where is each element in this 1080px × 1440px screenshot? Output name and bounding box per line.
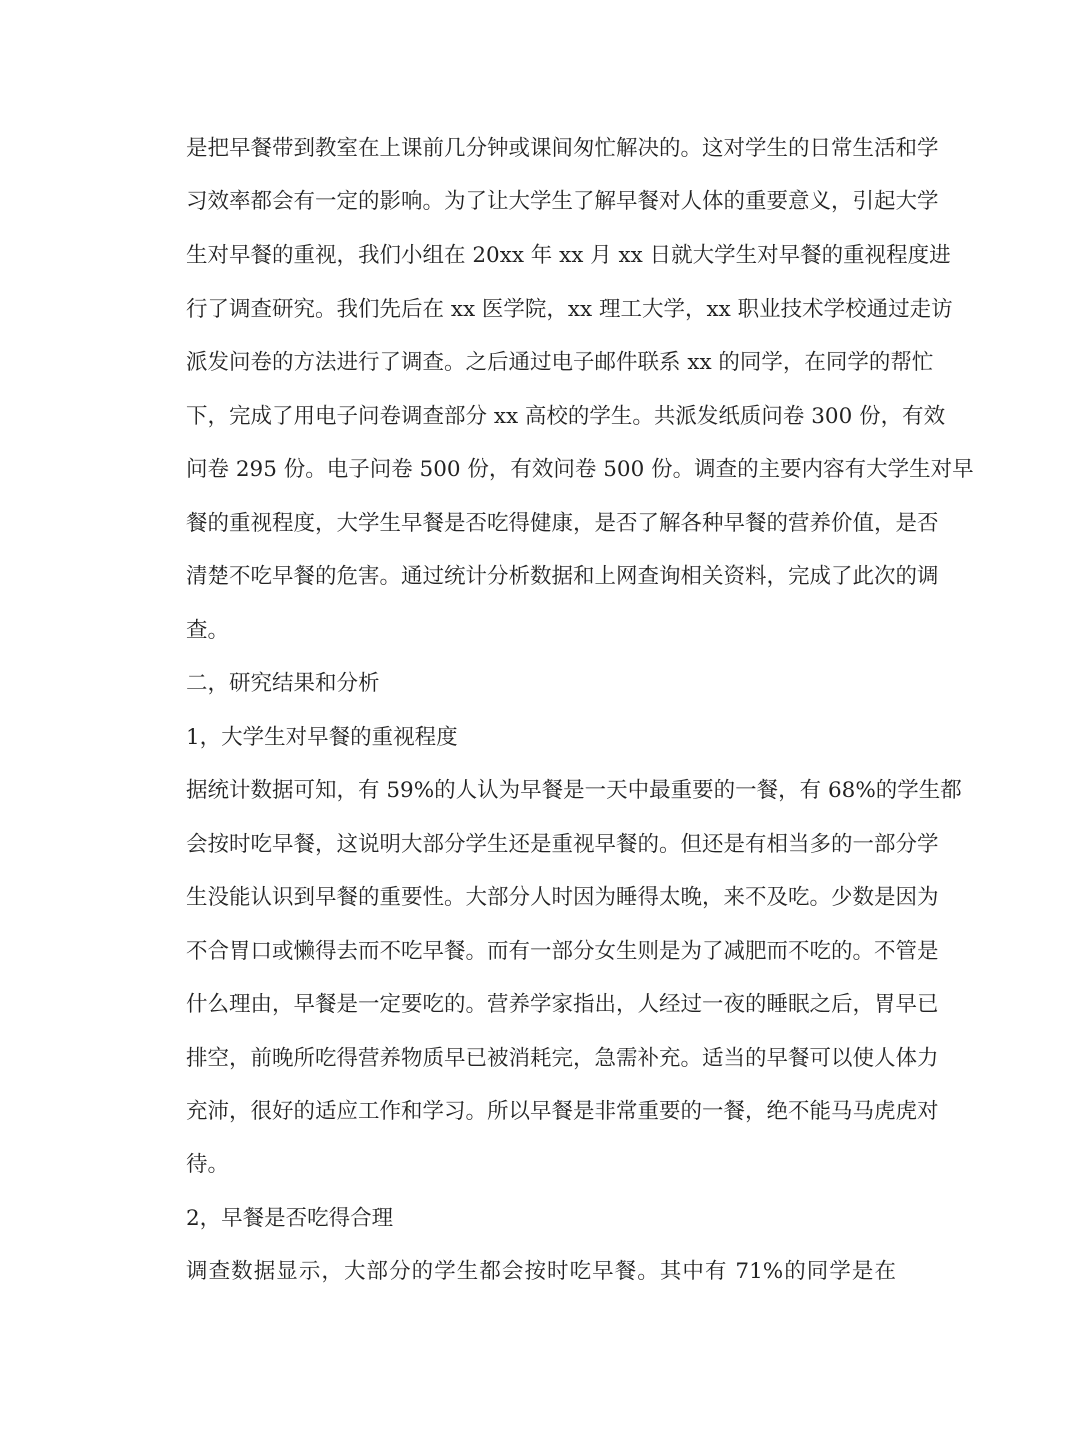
- section-heading-results: 二，研究结果和分析: [186, 671, 380, 696]
- subheading-reasonable: 2，早餐是否吃得合理: [186, 1206, 394, 1231]
- text-line-19: 充沛，很好的适应工作和学习。所以早餐是非常重要的一餐，绝不能马马虎虎对: [186, 1099, 939, 1124]
- text-line-3: 生对早餐的重视，我们小组在 20xx 年 xx 月 xx 日就大学生对早餐的重视程度进: [186, 243, 951, 268]
- text-line-1: 是把早餐带到教室在上课前几分钟或课间匆忙解决的。这对学生的日常生活和学: [186, 136, 939, 161]
- text-line-20: 待。: [186, 1152, 230, 1177]
- text-line-15: 生没能认识到早餐的重要性。大部分人时因为睡得太晚，来不及吃。少数是因为: [186, 885, 939, 910]
- text-line-5: 派发问卷的方法进行了调查。之后通过电子邮件联系 xx 的同学，在同学的帮忙: [186, 350, 934, 375]
- text-line-9: 清楚不吃早餐的危害。通过统计分析数据和上网查询相关资料，完成了此次的调: [186, 564, 939, 589]
- text-line-2: 习效率都会有一定的影响。为了让大学生了解早餐对人体的重要意义，引起大学: [186, 189, 939, 214]
- text-line-8: 餐的重视程度，大学生早餐是否吃得健康，是否了解各种早餐的营养价值，是否: [186, 511, 939, 536]
- text-line-17: 什么理由，早餐是一定要吃的。营养学家指出，人经过一夜的睡眠之后，胃早已: [186, 992, 939, 1017]
- text-line-7: 问卷 295 份。电子问卷 500 份，有效问卷 500 份。调查的主要内容有大学生对早: [186, 457, 974, 482]
- text-line-4: 行了调查研究。我们先后在 xx 医学院，xx 理工大学，xx 职业技术学校通过走访: [186, 297, 953, 322]
- text-line-22: 调查数据显示，大部分的学生都会按时吃早餐。其中有 71%的同学是在: [186, 1259, 896, 1284]
- subheading-importance: 1，大学生对早餐的重视程度: [186, 725, 458, 750]
- text-line-10: 查。: [186, 618, 230, 643]
- text-line-14: 会按时吃早餐，这说明大部分学生还是重视早餐的。但还是有相当多的一部分学: [186, 832, 939, 857]
- text-line-6: 下，完成了用电子问卷调查部分 xx 高校的学生。共派发纸质问卷 300 份，有效: [186, 404, 946, 429]
- text-line-18: 排空，前晚所吃得营养物质早已被消耗完，急需补充。适当的早餐可以使人体力: [186, 1046, 939, 1071]
- text-line-13: 据统计数据可知，有 59%的人认为早餐是一天中最重要的一餐，有 68%的学生都: [186, 778, 962, 803]
- text-line-16: 不合胃口或懒得去而不吃早餐。而有一部分女生则是为了减肥而不吃的。不管是: [186, 939, 939, 964]
